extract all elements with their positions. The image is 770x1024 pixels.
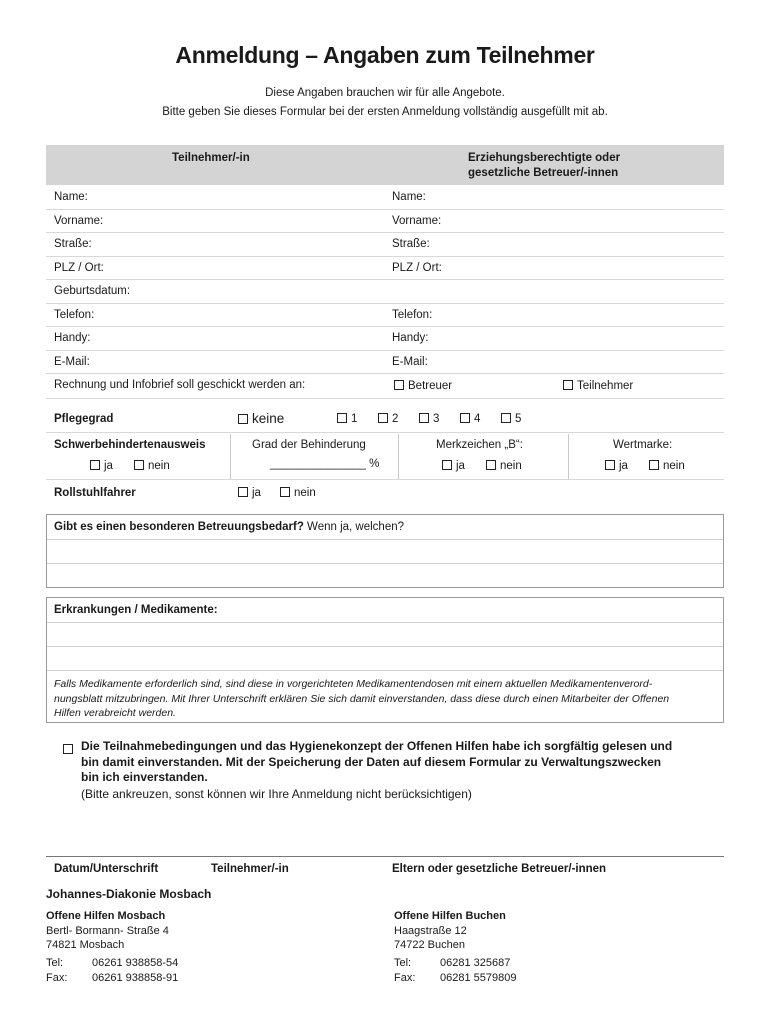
erkrankungen-label: Erkrankungen / Medikamente: <box>54 604 218 616</box>
checkbox-icon[interactable] <box>337 413 347 423</box>
invoice-teilnehmer-option[interactable] <box>563 380 633 392</box>
betreuung-question <box>54 521 404 533</box>
label-grad: Grad der Behinderung <box>252 439 366 451</box>
checkbox-icon[interactable] <box>90 460 100 470</box>
row-plz[interactable] <box>46 257 724 281</box>
checkbox-icon[interactable] <box>605 460 615 470</box>
row-handy[interactable] <box>46 327 724 351</box>
pflegegrad-option-2[interactable] <box>378 413 398 425</box>
row-geburtsdatum[interactable] <box>46 280 724 304</box>
row-email[interactable] <box>46 351 724 375</box>
checkbox-icon[interactable] <box>460 413 470 423</box>
row-vorname[interactable] <box>46 210 724 234</box>
checkbox-icon[interactable] <box>563 380 573 390</box>
pflegegrad-label-5: 5 <box>515 413 522 425</box>
office-buchen-city: 74722 Buchen <box>394 939 465 951</box>
label-plz: PLZ / Ort: <box>54 261 104 274</box>
pflegegrad-option-4[interactable] <box>460 413 480 425</box>
ausweis-nein-label: nein <box>148 460 170 472</box>
office-mosbach-name: Offene Hilfen Mosbach <box>46 910 166 922</box>
wertmarke-nein-option[interactable] <box>649 460 685 472</box>
checkbox-icon[interactable] <box>501 413 511 423</box>
signature-line[interactable] <box>46 856 724 857</box>
row-strasse[interactable] <box>46 233 724 257</box>
label-pflegegrad: Pflegegrad <box>54 413 114 425</box>
checkbox-icon[interactable] <box>486 460 496 470</box>
label-wertmarke: Wertmarke: <box>613 439 673 451</box>
office-mosbach-city: 74821 Mosbach <box>46 939 125 951</box>
betreuung-question-rest: Wenn ja, welchen? <box>303 521 405 533</box>
label-vorname: Vorname: <box>54 214 104 227</box>
checkbox-icon[interactable] <box>280 487 290 497</box>
intro-line-1: Diese Angaben brauchen wir für alle Angebote. <box>265 87 505 99</box>
signature-date-label: Datum/Unterschrift <box>54 863 159 875</box>
label-name: Name: <box>54 191 88 203</box>
pflegegrad-label-2: 2 <box>392 413 399 425</box>
divider <box>47 563 723 564</box>
consent-checkbox[interactable] <box>63 740 77 758</box>
pflegegrad-label-3: 3 <box>433 413 440 425</box>
merkzeichen-nein-label: nein <box>500 460 522 472</box>
label-guardian-strasse: Straße: <box>392 238 430 250</box>
office-buchen-tel-label: Tel: <box>394 957 412 969</box>
office-buchen-fax-label: Fax: <box>394 971 416 984</box>
consent-line-3: bin ich einverstanden. <box>81 770 208 784</box>
header-guardian-line-2: gesetzliche Betreuer/-innen <box>468 167 619 179</box>
header-guardian-line-1: Erziehungsberechtigte oder <box>468 152 621 164</box>
label-guardian-telefon: Telefon: <box>392 308 433 321</box>
grad-input[interactable]: _______________ % <box>270 458 380 470</box>
row-name[interactable] <box>46 186 724 210</box>
office-buchen-name: Offene Hilfen Buchen <box>394 910 506 922</box>
signature-participant-label: Teilnehmer/-in <box>211 863 289 875</box>
wertmarke-ja-label: ja <box>619 460 628 472</box>
wertmarke-nein-label: nein <box>663 460 685 472</box>
rollstuhl-ja-label: ja <box>252 487 261 499</box>
office-buchen-fax: 06281 5579809 <box>440 971 517 984</box>
label-rollstuhl: Rollstuhlfahrer <box>54 487 136 499</box>
label-geburtsdatum: Geburtsdatum: <box>54 285 131 297</box>
label-email: E-Mail: <box>54 355 90 368</box>
divider <box>398 434 399 479</box>
checkbox-icon[interactable] <box>238 487 248 497</box>
label-strasse: Straße: <box>54 238 92 250</box>
label-guardian-name: Name: <box>392 191 426 203</box>
checkbox-icon[interactable] <box>378 413 388 423</box>
office-buchen-tel: 06281 325687 <box>440 957 511 969</box>
page-title: Anmeldung – Angaben zum Teilnehmer <box>175 42 595 68</box>
pflegegrad-option-5[interactable] <box>501 413 521 425</box>
label-invoice: Rechnung und Infobrief soll geschickt werden an: <box>54 379 306 391</box>
rollstuhl-nein-option[interactable] <box>280 487 316 499</box>
wertmarke-ja-option[interactable] <box>605 460 628 472</box>
consent-line-2: bin damit einverstanden. Mit der Speicherung der Daten auf diesem Formular zu Verwaltungszwecken <box>81 754 662 769</box>
label-schwerbehindertenausweis: Schwerbehindertenausweis <box>54 439 206 451</box>
office-mosbach-tel-label: Tel: <box>46 957 64 969</box>
office-mosbach-fax: 06261 938858-91 <box>92 971 179 984</box>
consent-line-1: Die Teilnahmebedingungen und das Hygienekonzept der Offenen Hilfen habe ich sorgfältig gelesen und <box>81 739 673 753</box>
office-mosbach-fax-label: Fax: <box>46 971 68 984</box>
erkrankungen-box[interactable] <box>46 597 724 723</box>
checkbox-icon[interactable] <box>419 413 429 423</box>
divider <box>46 432 724 433</box>
rollstuhl-nein-label: nein <box>294 487 316 499</box>
rollstuhl-ja-option[interactable] <box>238 487 261 499</box>
checkbox-icon[interactable] <box>394 380 404 390</box>
pflegegrad-option-3[interactable] <box>419 413 439 425</box>
betreuung-question-bold: Gibt es einen besonderen Betreuungsbedarf? <box>54 521 304 533</box>
office-mosbach-street: Bertl- Bormann- Straße 4 <box>46 924 169 937</box>
checkbox-icon[interactable] <box>442 460 452 470</box>
checkbox-icon[interactable] <box>134 460 144 470</box>
checkbox-icon[interactable] <box>238 414 248 424</box>
office-buchen-street: Haagstraße 12 <box>394 924 467 937</box>
ausweis-ja-label: ja <box>104 460 113 472</box>
ausweis-nein-option[interactable] <box>134 460 170 472</box>
row-invoice <box>46 374 724 399</box>
divider <box>47 622 723 623</box>
pflegegrad-option-1[interactable] <box>337 413 357 425</box>
label-handy: Handy: <box>54 332 91 344</box>
office-mosbach-tel: 06261 938858-54 <box>92 957 179 969</box>
table-header <box>46 145 724 185</box>
row-telefon[interactable] <box>46 304 724 328</box>
divider <box>47 646 723 647</box>
betreuung-box[interactable] <box>46 514 724 588</box>
divider <box>46 479 724 480</box>
pflegegrad-keine-label: keine <box>252 411 285 426</box>
ausweis-ja-option[interactable] <box>90 460 113 472</box>
header-participant: Teilnehmer/-in <box>172 152 250 164</box>
divider <box>47 670 723 671</box>
merkzeichen-ja-label: ja <box>456 460 465 472</box>
label-guardian-vorname: Vorname: <box>392 214 442 227</box>
medication-note-line-3: Hilfen verabreicht werden. <box>54 707 176 719</box>
pflegegrad-keine-option[interactable] <box>238 411 284 426</box>
checkbox-icon[interactable] <box>63 744 73 754</box>
label-merkzeichen: Merkzeichen „B“: <box>436 439 523 451</box>
medication-note-line-1: Falls Medikamente erforderlich sind, sind diese in vorgerichteten Medikamentendosen mit einem aktuellen Medikamentenverord- <box>54 678 653 690</box>
invoice-betreuer-label: Betreuer <box>408 380 453 392</box>
intro-line-2: Bitte geben Sie dieses Formular bei der ersten Anmeldung vollständig ausgefüllt mit ab. <box>162 106 608 118</box>
medication-note-line-2: nungsblatt mitzubringen. Mit Ihrer Unterschrift erklären Sie sich damit einverstanden, dass diese durch einen Mitarbeiter der Offenen <box>54 692 670 705</box>
divider <box>47 539 723 540</box>
invoice-betreuer-option[interactable] <box>394 380 452 392</box>
checkbox-icon[interactable] <box>649 460 659 470</box>
pflegegrad-label-4: 4 <box>474 413 481 425</box>
label-guardian-email: E-Mail: <box>392 355 428 368</box>
label-telefon: Telefon: <box>54 308 95 321</box>
divider <box>568 434 569 479</box>
merkzeichen-ja-option[interactable] <box>442 460 465 472</box>
label-guardian-plz: PLZ / Ort: <box>392 261 442 274</box>
pflegegrad-label-1: 1 <box>351 413 358 425</box>
consent-note: (Bitte ankreuzen, sonst können wir Ihre Anmeldung nicht berücksichtigen) <box>81 787 472 801</box>
organization-name: Johannes-Diakonie Mosbach <box>46 887 212 901</box>
merkzeichen-nein-option[interactable] <box>486 460 522 472</box>
signature-guardian-label: Eltern oder gesetzliche Betreuer/-innen <box>392 863 607 875</box>
divider <box>230 434 231 479</box>
invoice-teilnehmer-label: Teilnehmer <box>577 380 634 392</box>
label-guardian-handy: Handy: <box>392 332 429 344</box>
